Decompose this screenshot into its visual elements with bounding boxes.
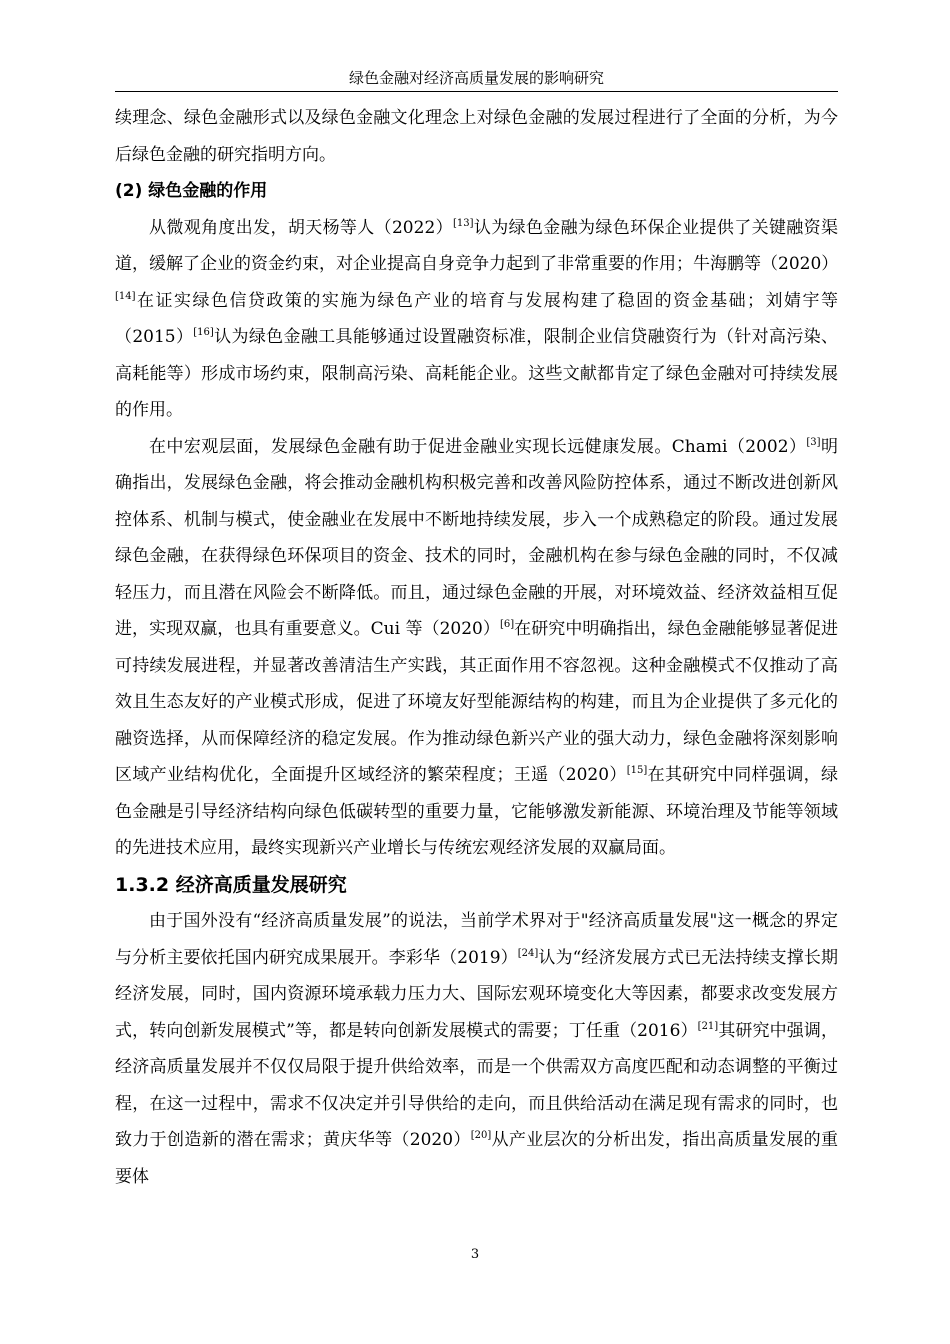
citation-ref: [13]: [452, 217, 474, 229]
paragraph-micro-perspective: [115, 210, 838, 429]
paragraph-text: 其研究中强调，经济高质量发展并不仅仅局限于提升供给效率，而是一个供需双方高度匹配和动态调整的平衡过程，在这一过程中，需求不仅决定并引导供给的走向，而且供给活动在满足现有需求的同时，也致力于创造新的潜在需求；黄庆华等（2020）: [115, 1020, 838, 1150]
paragraph-high-quality-development: [115, 903, 838, 1195]
paragraph-text: 在其研究中同样强调，绿色金融是引导经济结构向绿色低碳转型的重要力量，它能够激发新能源、环境治理及节能等领域的先进技术应用，最终实现新兴产业增长与传统宏观经济发展的双赢局面。: [115, 765, 839, 858]
citation-ref: [21]: [697, 1020, 719, 1032]
paragraph-text: 认为绿色金融为绿色环保企业提供了关键融资渠道，缓解了企业的资金约束，对企业提高自身竞争力起到了非常重要的作用；牛海鹏等（2020）: [115, 217, 839, 274]
paragraph-text: 由于国外没有“经济高质量发展”的说法，当前学术界对于"经济高质量发展"这一概念的界定与分析主要依托国内研究成果展开。李彩华（2019）: [115, 911, 838, 968]
citation-ref: [20]: [470, 1130, 492, 1141]
citation-ref: [24]: [517, 947, 539, 959]
subheading-green-finance-role: (2) 绿色金融的作用: [115, 181, 268, 201]
paragraph-text: 明确指出，发展绿色金融，将会推动金融机构积极完善和改善风险防控体系，通过不断改进创新风控体系、机制与模式，使金融业在发展中不断地持续发展，步入一个成熟稳定的阶段。通过发展绿色金融，在获得绿色环保项目的资金、技术的同时，金融机构在参与绿色金融的同时，不仅减轻压力，而且潜在风险会不断降低。而且，通过绿色金融的开展，对环境效益、经济效益相互促进，实现双赢，也具有重要意义。Cui 等（2020）: [115, 436, 839, 639]
page-body: [115, 100, 838, 1195]
paragraph-text: 在研究中明确指出，绿色金融能够显著促进可持续发展进程，并显著改善清洁生产实践，其正面作用不容忽视。这种金融模式不仅推动了高效且生态友好的产业模式形成，促进了环境友好型能源结构的构建，而且为企业提供了多元化的融资选择，从而保障经济的稳定发展。作为推动绿色新兴产业的强大动力，绿色金融将深刻影响区域产业结构优化，全面提升区域经济的繁荣程度；王遥（2020）: [115, 619, 839, 785]
header-title: 绿色金融对经济高质量发展的影响研究: [348, 69, 604, 87]
section-heading-1-3-2: 1.3.2 经济高质量发展研究: [115, 873, 347, 896]
citation-ref: [6]: [499, 619, 515, 630]
citation-ref: [15]: [626, 765, 648, 776]
paragraph-text: 认为“经济发展方式已无法持续支撑长期经济发展，同时，国内资源环境承载力压力大、国际宏观环境变化大等因素，都要求改变发展方式，转向创新发展模式”等，都是转向创新发展模式的需要；丁任重（2016）: [115, 947, 838, 1041]
citation-ref: [3]: [806, 436, 821, 448]
paragraph-text: 在中宏观层面，发展绿色金融有助于促进金融业实现长远健康发展。Chami（2002）: [149, 436, 807, 457]
citation-ref: [14]: [115, 290, 136, 302]
paragraph-text: 在证实绿色信贷政策的实施为绿色产业的培育与发展构建了稳固的资金基础；刘婧宇等（2015）: [115, 290, 838, 347]
running-header: [115, 68, 838, 92]
citation-ref: [16]: [193, 327, 214, 338]
paragraph-text: 从产业层次的分析出发，指出高质量发展的重要体: [115, 1130, 839, 1187]
paragraph-macro-perspective: [115, 429, 838, 867]
page-number: 3: [470, 1247, 480, 1262]
paragraph-text: 认为绿色金融工具能够通过设置融资标准，限制企业信贷融资行为（针对高污染、高耗能等）形成市场约束，限制高污染、高耗能企业。这些文献都肯定了绿色金融对可持续发展的作用。: [115, 327, 838, 420]
paragraph-continuation: 续理念、绿色金融形式以及绿色金融文化理念上对绿色金融的发展过程进行了全面的分析，为今后绿色金融的研究指明方向。: [115, 108, 838, 165]
page-footer: [0, 1247, 950, 1262]
paragraph-text: 从微观角度出发，胡天杨等人（2022）: [149, 217, 453, 238]
